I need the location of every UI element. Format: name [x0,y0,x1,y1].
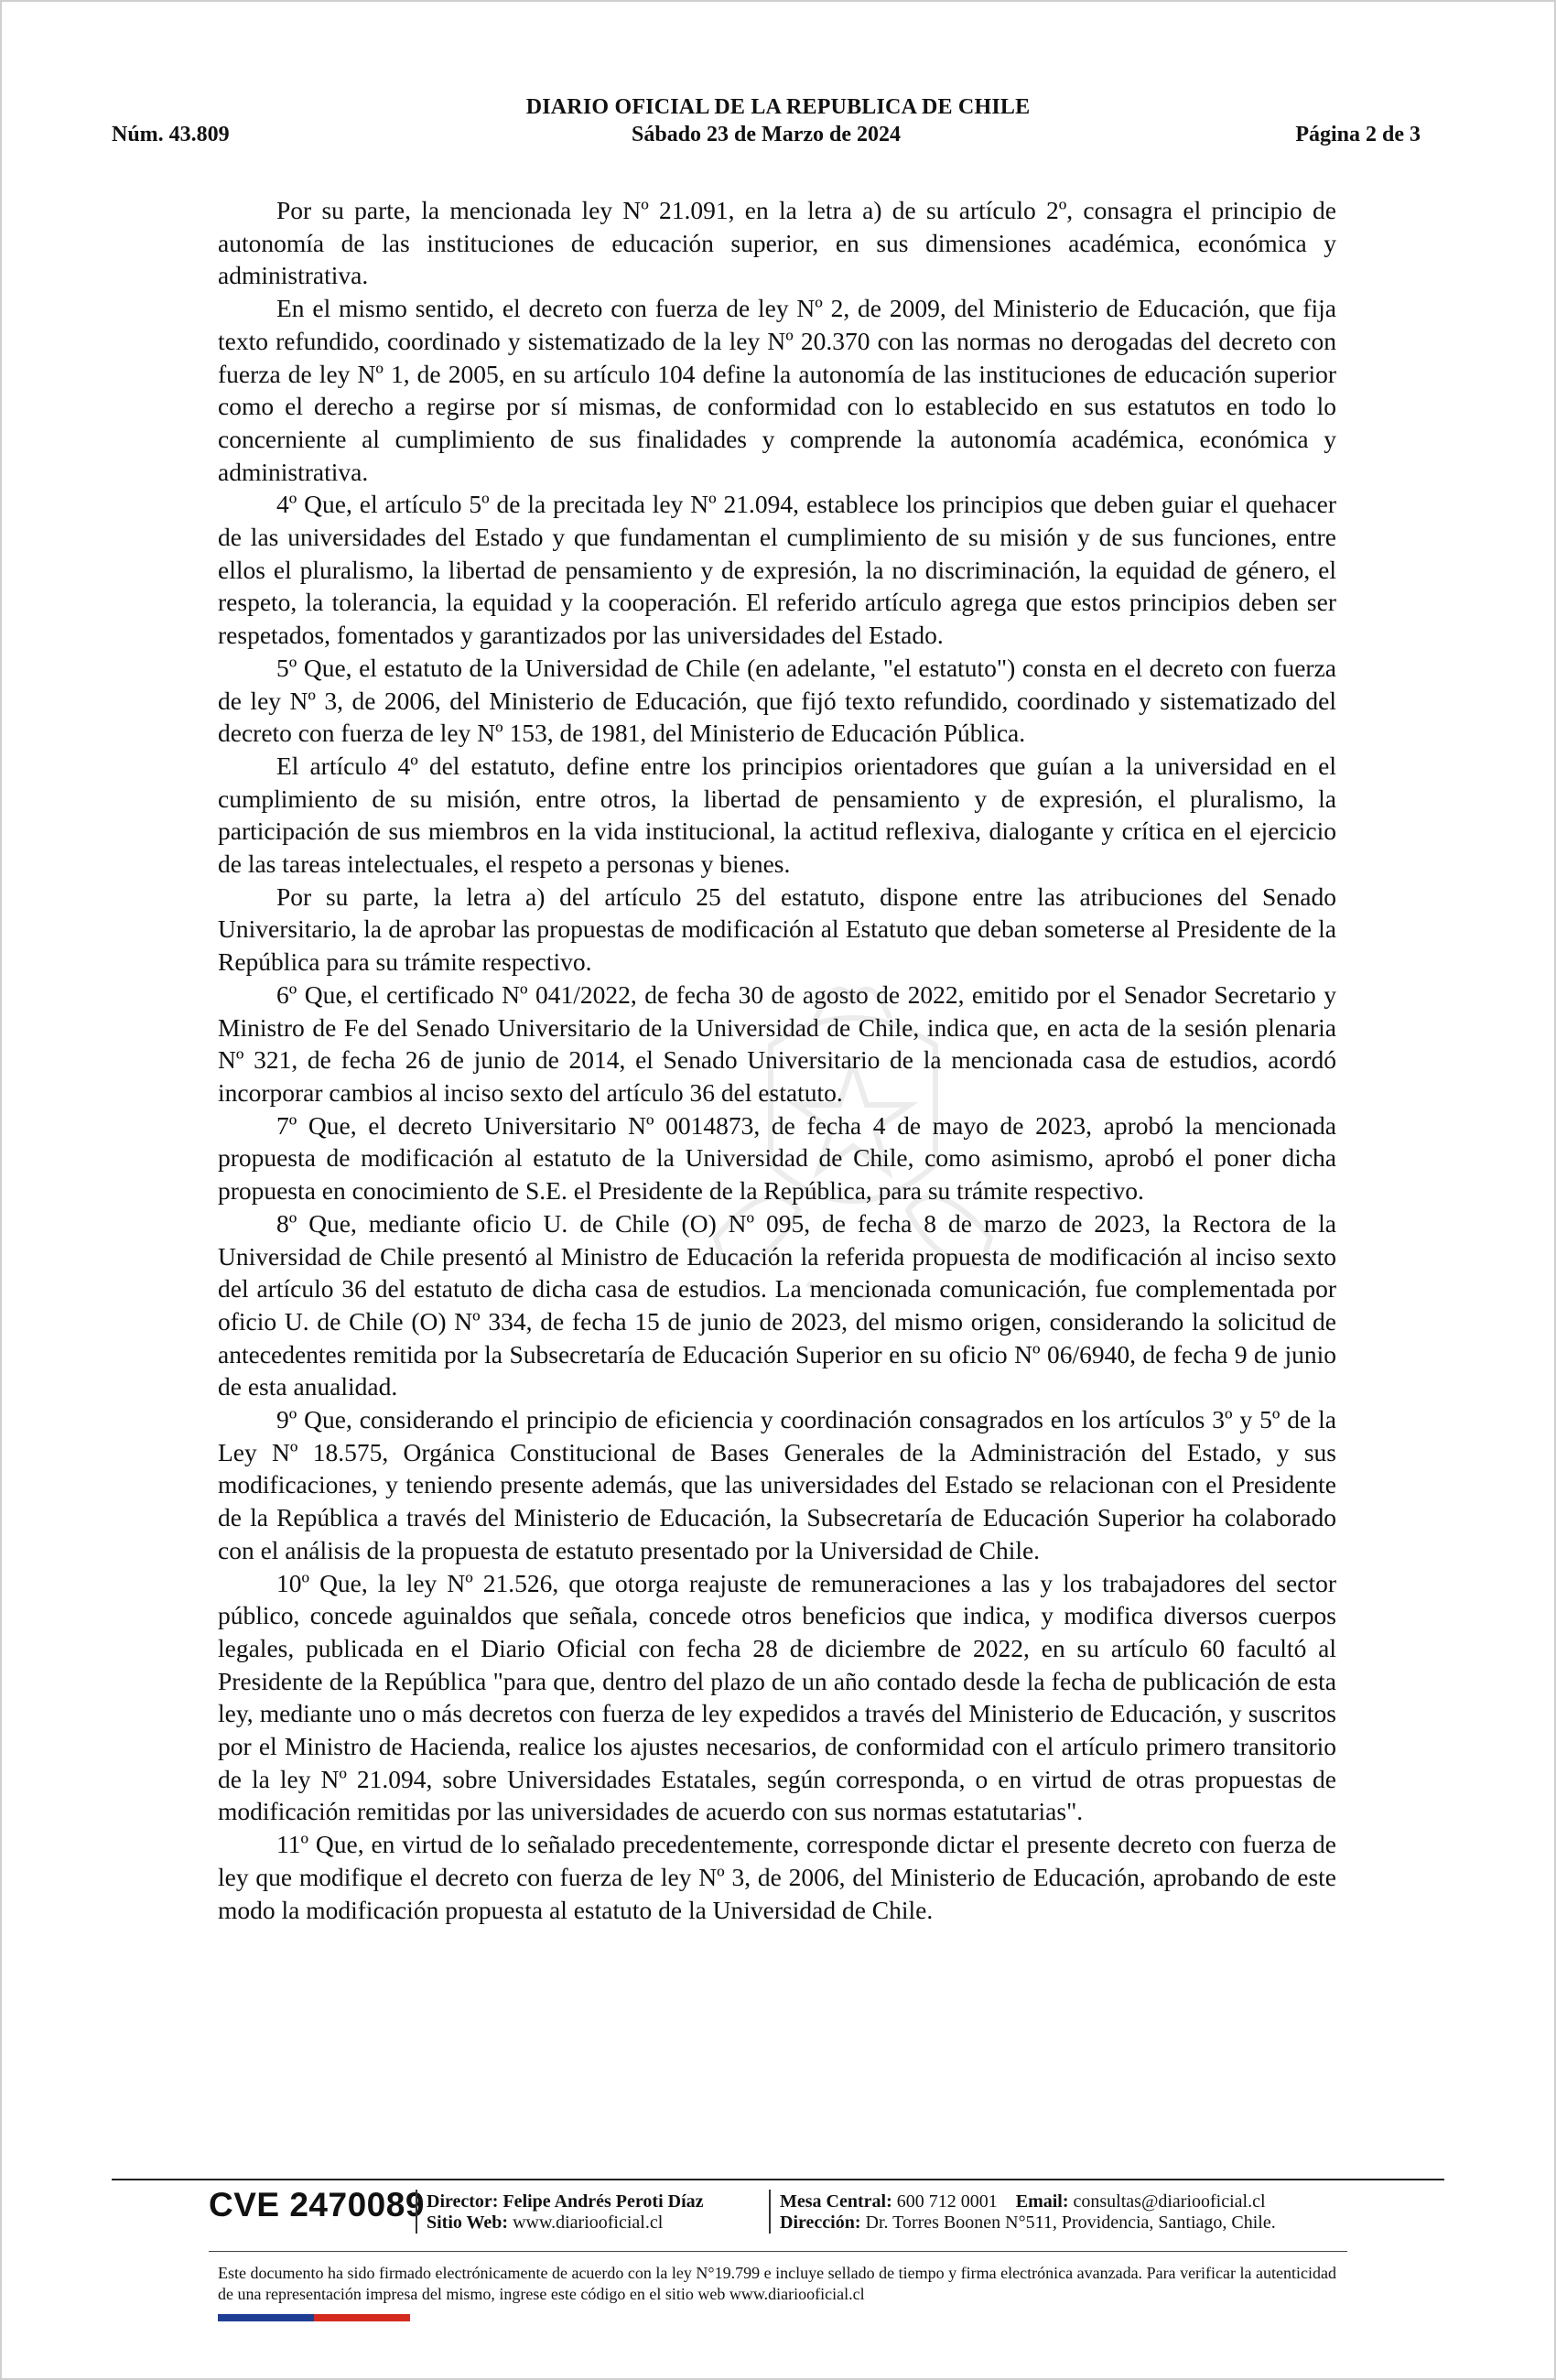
header-row [112,123,1421,150]
paragraph: 5º Que, el estatuto de la Universidad de Chile (en adelante, "el estatuto") consta en el decreto con fuerza de ley Nº 3, de 2006, del Ministerio de Educación, que fijó texto refundido, coordinado y sistematizado del decreto con fuerza de ley Nº 153, de 1981, del Ministerio de Educación Pública. [218,653,1336,748]
address-label: Dirección: [780,2212,861,2233]
director-label: Director: [427,2191,499,2212]
page-number: Página 2 de 3 [1295,123,1421,146]
footer-contact-block [780,2191,1276,2234]
electronic-signature-disclaimer: Este documento ha sido firmado electrónicamente de acuerdo con la ley N°19.799 e incluye sellado de tiempo y firma electrónica avanzada. Para verificar la autenticidad de una representación impresa del mismo, ingrese este código en el sitio web www.diariooficial.cl [218,2264,1336,2303]
document-body [218,194,1336,1926]
footer-divider-secondary [209,2251,1347,2252]
paragraph: 11º Que, en virtud de lo señalado precedentemente, corresponde dictar el presente decreto con fuerza de ley que modifique el decreto con fuerza de ley Nº 3, de 2006, del Ministerio de Educación, aprobando de este modo la modificación propuesta al estatuto de la Universidad de Chile. [218,1830,1336,1924]
paragraph: En el mismo sentido, el decreto con fuerza de ley Nº 2, de 2009, del Ministerio de Educación, que fija texto refundido, coordinado y sistematizado de la ley Nº 20.370 con las normas no derogadas del decreto con fuerza de ley Nº 1, de 2005, en su artículo 104 define la autonomía de las instituciones de educación superior como el derecho a regirse por sí mismas, de conformidad con lo establecido en sus estatutos en todo lo concerniente al cumplimiento de sus finalidades y comprende la autonomía académica, económica y administrativa. [218,294,1336,486]
paragraph: 9º Que, considerando el principio de eficiencia y coordinación consagrados en los artículos 3º y 5º de la Ley Nº 18.575, Orgánica Constitucional de Bases Generales de la Administración del Estado, y sus modificaciones, y teniendo presente además, que las universidades del Estado se relacionan con el Presidente de la República a través del Ministerio de Educación, la Subsecretaría de Educación Superior ha colaborado con el análisis de la propuesta de estatuto presentado por la Universidad de Chile. [218,1405,1336,1564]
address-value: Dr. Torres Boonen N°511, Providencia, Santiago, Chile. [865,2212,1276,2233]
chile-flag-stripe [218,2314,410,2321]
website-value[interactable]: www.diariooficial.cl [513,2212,664,2233]
cve-code: CVE 2470089 [209,2186,425,2223]
issue-date: Sábado 23 de Marzo de 2024 [632,123,901,146]
paragraph: 4º Que, el artículo 5º de la precitada ley Nº 21.094, establece los principios que deben guiar el quehacer de las universidades del Estado y que fundamentan el cumplimiento de su misión y de sus funciones, entre ellos el pluralismo, la libertad de pensamiento y de expresión, la no discriminación, la equidad de género, el respeto, la tolerancia, la equidad y la cooperación. El referido artículo agrega que estos principios deben ser respetados, fomentados y garantizados por las universidades del Estado. [218,490,1336,650]
paragraph: 8º Que, mediante oficio U. de Chile (O) Nº 095, de fecha 8 de marzo de 2023, la Rectora de la Universidad de Chile presentó al Ministro de Educación la referida propuesta de modificación al inciso sexto del artículo 36 del estatuto de dicha casa de estudios. La mencionada comunicación, fue complementada por oficio U. de Chile (O) Nº 334, de fecha 15 de junio de 2023, del mismo origen, considerando la solicitud de antecedentes remitida por la Subsecretaría de Educación Superior en su oficio Nº 06/6940, de fecha 9 de junio de esta anualidad. [218,1208,1336,1401]
paragraph: 7º Que, el decreto Universitario Nº 0014873, de fecha 4 de mayo de 2023, aprobó la mencionada propuesta de modificación al estatuto de la Universidad de Chile, como asimismo, aprobó el poner dicha propuesta en conocimiento de S.E. el Presidente de la República, para su trámite respectivo. [218,1110,1336,1206]
paragraph: 6º Que, el certificado Nº 041/2022, de fecha 30 de agosto de 2022, emitido por el Senador Secretario y Ministro de Fe del Senado Universitario de la Universidad de Chile, indica que, en acta de la sesión plenaria Nº 321, de fecha 26 de junio de 2014, el Senado Universitario de la mencionada casa de estudios, acordó incorporar cambios al inciso sexto del artículo 36 del estatuto. [218,979,1336,1107]
flag-red-band [314,2314,410,2321]
mesa-central-value: 600 712 0001 [896,2191,998,2212]
paragraph: 10º Que, la ley Nº 21.526, que otorga reajuste de remuneraciones a las y los trabajadores del sector público, concede aguinaldos que señala, concede otros beneficios que indica, y modifica diversos cuerpos legales, publicada en el Diario Oficial con fecha 28 de diciembre de 2022, en su artículo 60 facultó al Presidente de la República "para que, dentro del plazo de un año contado desde la fecha de publicación de esta ley, mediante uno o más decretos con fuerza de ley expedidos a través del Ministerio de Educación, y suscritos por el Ministro de Hacienda, realice los ajustes necesarios, de conformidad con el artículo primero transitorio de la ley Nº 21.094, sobre Universidades Estatales, según corresponda, o en virtud de otras propuestas de modificación remitidas por las universidades de acuerdo con sus normas estatutarias". [218,1568,1336,1826]
paragraph: El artículo 4º del estatuto, define entre los principios orientadores que guían a la universidad en el cumplimiento de su misión, entre otros, la libertad de pensamiento y de expresión, el pluralismo, la participación de sus miembros en la vida institucional, la actitud reflexiva, dialogante y crítica en el ejercicio de las tareas intelectuales, el respeto a personas y bienes. [218,751,1336,879]
footer-director-block [427,2191,704,2234]
newspaper-title: DIARIO OFICIAL DE LA REPUBLICA DE CHILE [525,95,1031,119]
email-label: Email: [1015,2191,1069,2212]
footer-separator [769,2190,771,2234]
website-label: Sitio Web: [427,2212,509,2233]
footer-divider [112,2179,1444,2180]
paragraph: Por su parte, la letra a) del artículo 25 del estatuto, dispone entre las atribuciones del Senado Universitario, la de aprobar las propuestas de modificación al Estatuto que deban someterse al Presidente de la República para su trámite respectivo. [218,882,1336,977]
paragraph: Por su parte, la mencionada ley Nº 21.091, en la letra a) de su artículo 2º, consagra el principio de autonomía de las instituciones de educación superior, en sus dimensiones académica, económica y administrativa. [218,196,1336,290]
flag-blue-band [218,2314,314,2321]
mesa-central-label: Mesa Central: [780,2191,892,2212]
director-name: Felipe Andrés Peroti Díaz [502,2191,704,2212]
footer-separator [416,2190,417,2234]
email-value[interactable]: consultas@diariooficial.cl [1073,2191,1266,2212]
issue-number: Núm. 43.809 [112,123,230,146]
